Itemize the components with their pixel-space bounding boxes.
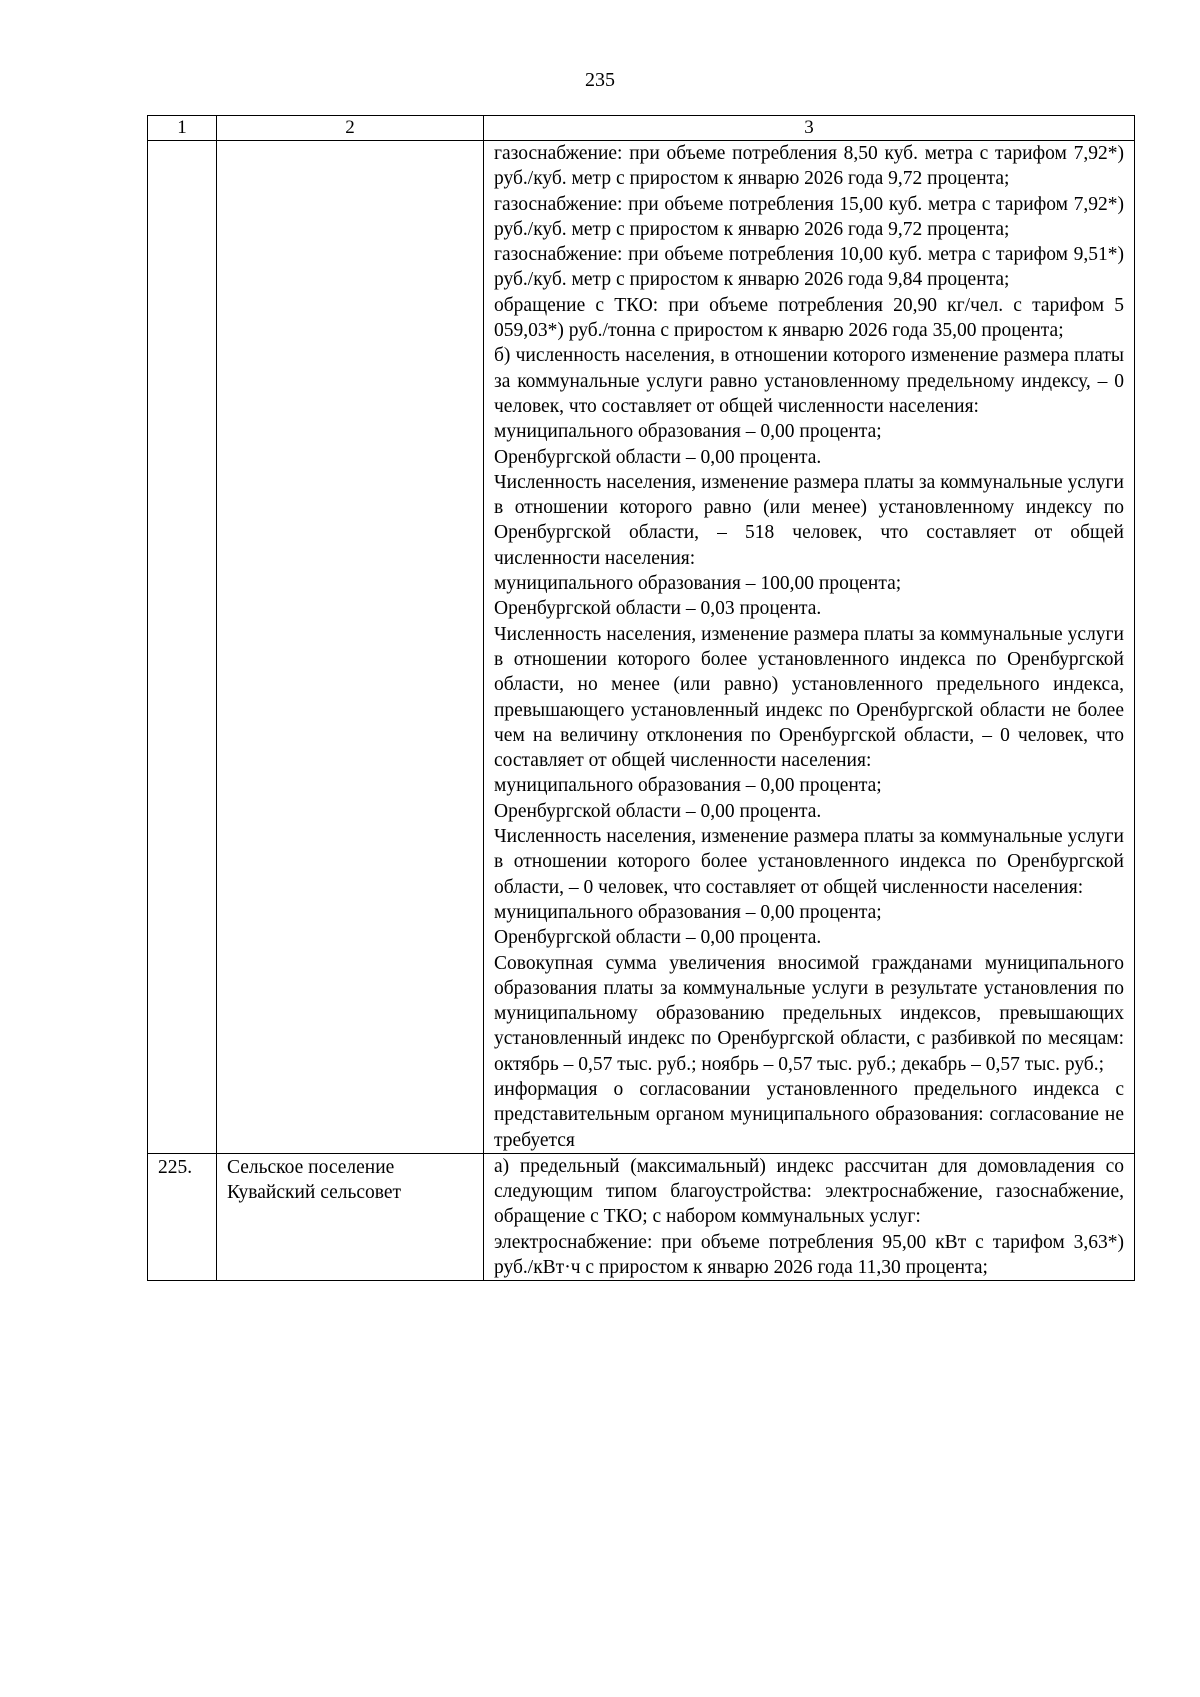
municipality-name-cell: Сельское поселение Кувайский сельсовет: [217, 1153, 484, 1280]
paragraph: Оренбургской области – 0,00 процента.: [494, 927, 822, 949]
paragraph: муниципального образования – 0,00 процента;: [494, 775, 882, 797]
indicators-cell: [484, 141, 1135, 1154]
paragraph: Численность населения, изменение размера платы за коммунальные услуги в отношении которого более установленного индекса по Оренбургской области, но менее (или равно) установленного предельного индекса, превышающего установленный индекс по Оренбургской области не более чем на величину отклонения по Оренбургской области, – 0 человек, что составляет от общей численности населения:: [494, 623, 1124, 772]
header-cell-2: 2: [217, 116, 484, 141]
paragraph: информация о согласовании установленного предельного индекса с представительным органом муниципального образования: согласование не требуется: [494, 1078, 1124, 1151]
paragraph: газоснабжение: при объеме потребления 15,00 куб. метра с тарифом 7,92*) руб./куб. метр с приростом к январю 2026 года 9,72 процента;: [494, 193, 1124, 240]
page-number: 235: [585, 69, 615, 91]
table-row-continuation: [148, 141, 1135, 1154]
paragraph: газоснабжение: при объеме потребления 10,00 куб. метра с тарифом 9,51*) руб./куб. метр с приростом к январю 2026 года 9,84 процента;: [494, 244, 1124, 291]
table-header-row: [148, 116, 1135, 141]
municipality-name-cell: [217, 141, 484, 1154]
paragraph: б) численность населения, в отношении которого изменение размера платы за коммунальные услуги равно установленному предельному индексу, – 0 человек, что составляет от общей численности населения:: [494, 345, 1124, 417]
table-row-225: [148, 1153, 1135, 1280]
paragraph: Оренбургской области – 0,03 процента.: [494, 598, 822, 620]
row-number-cell: 225.: [148, 1153, 217, 1280]
paragraph: Оренбургской области – 0,00 процента.: [494, 800, 822, 822]
paragraph: муниципального образования – 100,00 процента;: [494, 573, 902, 595]
paragraph: Численность населения, изменение размера платы за коммунальные услуги в отношении которого более установленного индекса по Оренбургской области, – 0 человек, что составляет от общей численности населения:: [494, 826, 1124, 898]
row-number-cell: [148, 141, 217, 1154]
document-table: [147, 115, 1135, 1281]
paragraph: муниципального образования – 0,00 процента;: [494, 901, 882, 923]
paragraph: обращение с ТКО: при объеме потребления 20,90 кг/чел. с тарифом 5 059,03*) руб./тонна с приростом к январю 2026 года 35,00 процента;: [494, 294, 1124, 342]
header-cell-3: 3: [484, 116, 1135, 141]
paragraph: газоснабжение: при объеме потребления 8,50 куб. метра с тарифом 7,92*) руб./куб. метр с приростом к январю 2026 года 9,72 процента;: [494, 143, 1124, 190]
header-cell-1: 1: [148, 116, 217, 141]
paragraph: Численность населения, изменение размера платы за коммунальные услуги в отношении которого равно (или менее) установленному индексу по Оренбургской области, – 518 человек, что составляет от общей численности населения:: [494, 471, 1124, 569]
paragraph: а) предельный (максимальный) индекс рассчитан для домовладения со следующим типом благоустройства: электроснабжение, газоснабжение, обращение с ТКО; с набором коммунальных услуг:: [494, 1155, 1124, 1228]
paragraph: Совокупная сумма увеличения вносимой гражданами муниципального образования платы за коммунальные услуги в результате установления по муниципальному образованию предельных индексов, превышающих установленный индекс по Оренбургской области, с разбивкой по месяцам: октябрь – 0,57 тыс. руб.; ноябрь – 0,57 тыс. руб.; декабрь – 0,57 тыс. руб.;: [494, 952, 1124, 1075]
paragraph: муниципального образования – 0,00 процента;: [494, 421, 882, 443]
indicators-cell: [484, 1153, 1135, 1280]
paragraph: электроснабжение: при объеме потребления 95,00 кВт с тарифом 3,63*) руб./кВт·ч с приростом к январю 2026 года 11,30 процента;: [494, 1231, 1124, 1279]
paragraph: Оренбургской области – 0,00 процента.: [494, 446, 822, 468]
